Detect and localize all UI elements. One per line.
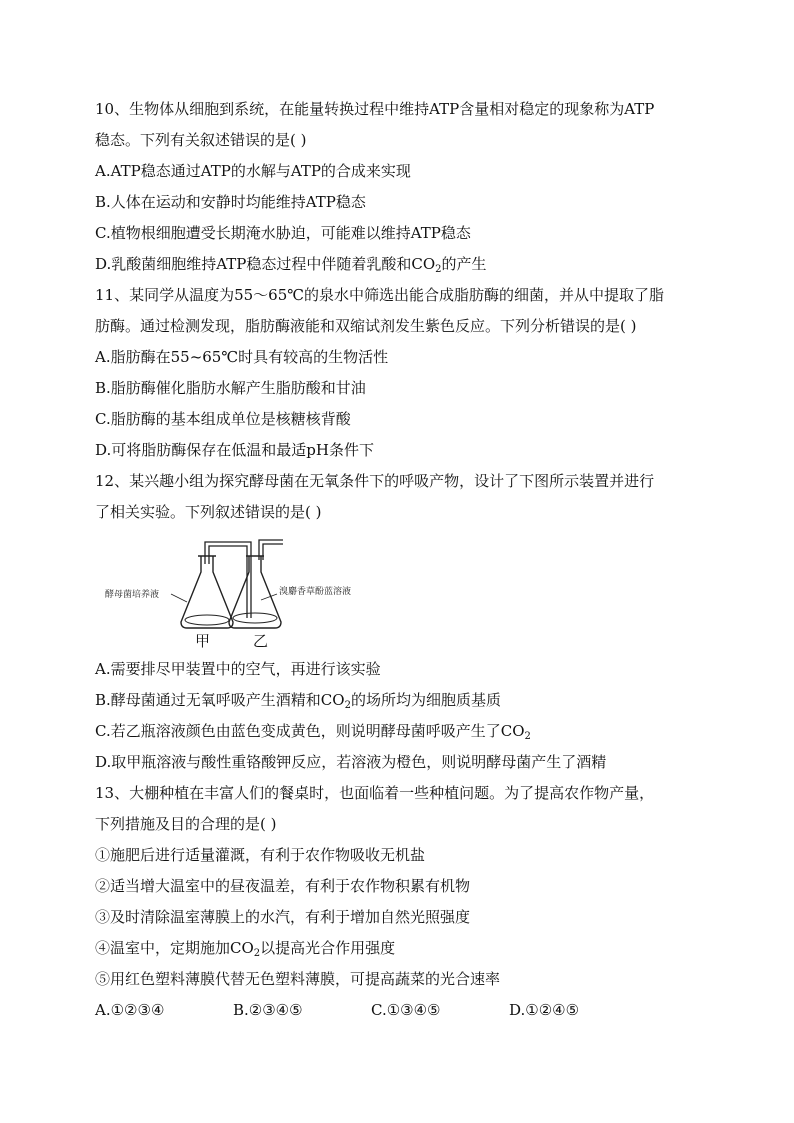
q11-option-b: B.脂肪酶催化脂肪水解产生脂肪酸和甘油 [95,379,366,397]
q13-stem-line1: 13、大棚种植在丰富人们的餐桌时，也面临着一些种植问题。为了提高农作物产量， [95,784,655,802]
flask-yi [229,556,281,628]
apparatus-figure [95,534,695,654]
q13-item-4 [95,933,695,964]
q10-stem-line2: 稳态。下列有关叙述错误的是( ) [95,131,307,149]
q13-choice-b: B.②③④⑤ [233,1001,303,1019]
q12-stem-line1: 12、某兴趣小组为探究酵母菌在无氧条件下的呼吸产物，设计了下图所示装置并进行 [95,472,655,490]
q12-option-c-subscript: 2 [524,731,531,742]
q12-option-b-subscript: 2 [344,700,351,711]
q11-option-d: D.可将脂肪酶保存在低温和最适pH条件下 [95,441,374,459]
q13-item-2: ②适当增大温室中的昼夜温差，有利于农作物积累有机物 [95,877,471,895]
q10-option-d-tail: 的产生 [441,255,487,273]
q11-stem-line2: 肪酶。通过检测发现，脂肪酶液能和双缩试剂发生紫色反应。下列分析错误的是( ) [95,317,637,335]
q13-item-5: ⑤用红色塑料薄膜代替无色塑料薄膜，可提高蔬菜的光合速率 [95,970,501,988]
label-line-left [171,594,187,602]
q12-option-b-tail: 的场所均为细胞质基质 [350,691,501,709]
label-culture-medium: 酵母菌培养液 [105,590,160,600]
flask-jia [181,556,233,628]
question-11 [95,280,695,466]
q10-option-c: C.植物根细胞遭受长期淹水胁迫，可能难以维持ATP稳态 [95,224,471,242]
flask-apparatus-diagram [105,534,385,634]
q13-choice-c: C.①③④⑤ [371,1001,441,1019]
caption-jia: 甲 [195,632,211,650]
q12-option-c [95,716,695,747]
q11-option-c: C.脂肪酶的基本组成单位是核糖核背酸 [95,410,351,428]
q10-option-b: B.人体在运动和安静时均能维持ATP稳态 [95,193,366,211]
q13-item-1: ①施肥后进行适量灌溉，有利于农作物吸收无机盐 [95,846,426,864]
q10-option-d-subscript: 2 [435,264,442,275]
q13-choice-a: A.①②③④ [95,1001,165,1019]
q13-choices [95,995,695,1026]
question-12 [95,466,695,778]
q10-stem-line1: 10、生物体从细胞到系统，在能量转换过程中维持ATP含量相对稳定的现象称为ATP [95,100,655,118]
q10-option-d-text: D.乳酸菌细胞维持ATP稳态过程中伴随着乳酸和CO [95,255,436,273]
question-page [95,94,695,1026]
question-13 [95,778,695,1026]
q13-item-4-tail: 以提高光合作用强度 [260,939,396,957]
q12-option-a: A.需要排尽甲装置中的空气，再进行该实验 [95,660,381,678]
caption-yi: 乙 [253,632,269,650]
q12-stem-line2: 了相关实验。下列叙述错误的是( ) [95,503,322,521]
q13-item-4-text: ④温室中，定期施加CO [95,939,254,957]
q10-option-a: A.ATP稳态通过ATP的水解与ATP的合成来实现 [95,162,411,180]
q11-option-a: A.脂肪酶在55~65℃时具有较高的生物活性 [95,348,389,366]
q12-option-c-text: C.若乙瓶溶液颜色由蓝色变成黄色，则说明酵母菌呼吸产生了CO [95,722,525,740]
question-10 [95,94,695,280]
q11-stem-line1: 11、某同学从温度为55～65℃的泉水中筛选出能合成脂肪酶的细菌，并从中提取了脂 [95,286,665,304]
label-bromothymol-solution: 溴麝香草酚蓝溶液 [279,587,352,597]
q12-option-b-text: B.酵母菌通过无氧呼吸产生酒精和CO [95,691,345,709]
connecting-tube [205,540,283,618]
q13-stem-line2: 下列措施及目的合理的是( ) [95,815,277,833]
label-line-right [261,594,277,600]
q13-choice-d: D.①②④⑤ [509,1001,580,1019]
q12-option-b [95,685,695,716]
q12-option-d: D.取甲瓶溶液与酸性重铬酸钾反应，若溶液为橙色，则说明酵母菌产生了酒精 [95,753,607,771]
q13-item-4-subscript: 2 [253,948,261,959]
q10-option-d [95,249,695,280]
q13-item-3: ③及时清除温室薄膜上的水汽，有利于增加自然光照强度 [95,908,471,926]
